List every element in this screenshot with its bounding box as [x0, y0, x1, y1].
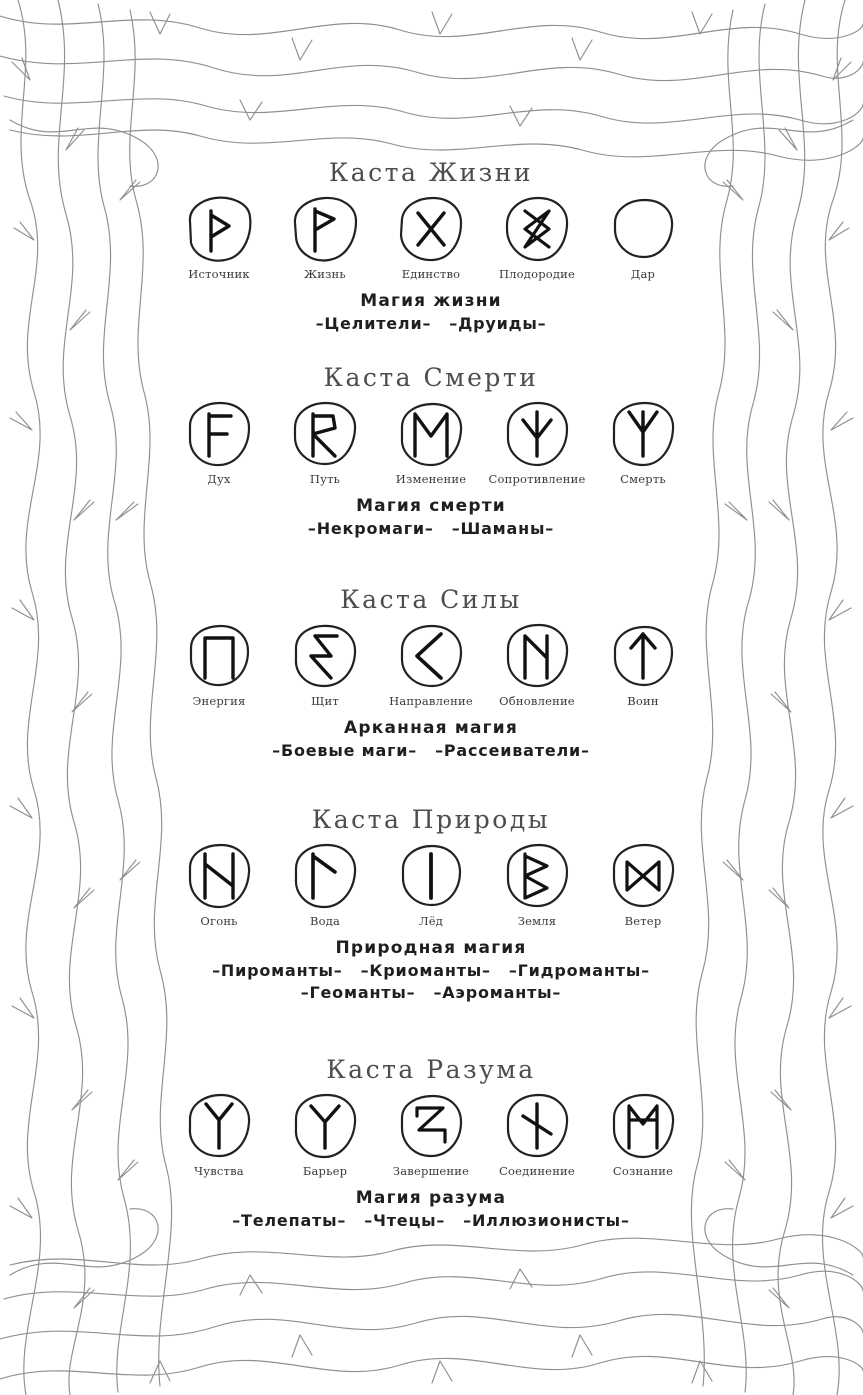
magic-name-death: Магия смерти [356, 496, 506, 516]
class-item: –Криоманты– [360, 961, 491, 980]
rune-stone-algiz-down [499, 398, 575, 470]
rune-stone-laguz [287, 840, 363, 912]
rune-label: Соединение [499, 1164, 575, 1178]
class-item: –Друиды– [449, 314, 547, 333]
classes-line-life [151, 314, 711, 333]
rune-label: Путь [309, 472, 341, 486]
rune-item[interactable] [493, 193, 581, 281]
rune-stone-jera [393, 1090, 469, 1162]
rune-item[interactable] [387, 398, 475, 486]
rune-item[interactable] [387, 1090, 475, 1178]
rune-label: Вода [309, 914, 341, 928]
rune-item[interactable] [493, 840, 581, 928]
rune-label: Щит [311, 694, 339, 708]
rune-label: Сопротивление [488, 472, 586, 486]
rune-item[interactable] [488, 398, 586, 486]
magic-name-nature: Природная магия [335, 938, 527, 958]
rune-stone-uruz [181, 620, 257, 692]
rune-label: Огонь [200, 914, 238, 928]
class-item: –Боевые маги– [272, 741, 418, 760]
rune-item[interactable] [281, 620, 369, 708]
rune-label: Направление [389, 694, 473, 708]
rune-label: Единство [401, 267, 461, 281]
rune-label: Лёд [418, 914, 444, 928]
rune-stone-dagaz [605, 840, 681, 912]
rune-item[interactable] [175, 398, 263, 486]
rune-stone-ehwaz [393, 398, 469, 470]
caste-block-nature [151, 805, 711, 1002]
rune-label: Энергия [192, 694, 246, 708]
classes-line-nature-2 [151, 983, 711, 1002]
rune-item[interactable] [599, 1090, 687, 1178]
caste-block-life [151, 158, 711, 333]
rune-item[interactable] [387, 193, 475, 281]
rune-row-mind [151, 1090, 711, 1178]
rune-stone-wunjo [287, 193, 363, 265]
class-item: –Чтецы– [364, 1211, 446, 1230]
rune-label: Земля [517, 914, 557, 928]
rune-item[interactable] [387, 840, 475, 928]
rune-label: Барьер [302, 1164, 348, 1178]
class-item: –Геоманты– [300, 983, 416, 1002]
rune-stone-perthro [499, 620, 575, 692]
magic-name-mind: Магия разума [355, 1188, 507, 1208]
rune-stone-mannaz [605, 1090, 681, 1162]
rune-item[interactable] [599, 398, 687, 486]
rune-row-death [151, 398, 711, 486]
rune-label: Обновление [499, 694, 575, 708]
caste-block-power [151, 585, 711, 760]
rune-stone-blank [605, 193, 681, 265]
rune-stone-algiz-y [181, 1090, 257, 1162]
rune-stone-algiz-y2 [287, 1090, 363, 1162]
rune-stone-isa [393, 840, 469, 912]
rune-stone-tiwaz [605, 620, 681, 692]
magic-name-power: Арканная магия [343, 718, 518, 738]
class-item: –Шаманы– [451, 519, 555, 538]
rune-label: Жизнь [304, 267, 346, 281]
rune-item[interactable] [387, 620, 475, 708]
rune-stone-thurisaz [181, 193, 257, 265]
classes-line-power [151, 741, 711, 760]
rune-row-power [151, 620, 711, 708]
classes-line-nature-1 [151, 961, 711, 980]
rune-stone-gebo [393, 193, 469, 265]
rune-item[interactable] [175, 620, 263, 708]
rune-row-life [151, 193, 711, 281]
rune-item[interactable] [599, 193, 687, 281]
rune-stone-ansuz [181, 398, 257, 470]
rune-label: Чувства [194, 1164, 244, 1178]
rune-row-nature [151, 840, 711, 928]
rune-label: Ветер [624, 914, 662, 928]
rune-label: Изменение [395, 472, 467, 486]
magic-name-life: Магия жизни [360, 291, 502, 311]
class-item: –Телепаты– [232, 1211, 347, 1230]
rune-item[interactable] [599, 620, 687, 708]
rune-stone-algiz-split [605, 398, 681, 470]
caste-title-death: Каста Смерти [323, 363, 539, 392]
rune-stone-hagalaz [181, 840, 257, 912]
class-item: –Рассеиватели– [435, 741, 590, 760]
rune-item[interactable] [175, 840, 263, 928]
classes-line-death [151, 519, 711, 538]
rune-label: Дар [630, 267, 656, 281]
class-item: –Аэроманты– [433, 983, 562, 1002]
class-item: –Гидроманты– [508, 961, 650, 980]
rune-stone-sowilo [287, 620, 363, 692]
rune-item[interactable] [281, 840, 369, 928]
rune-item[interactable] [599, 840, 687, 928]
rune-stone-raido [287, 398, 363, 470]
caste-title-power: Каста Силы [340, 585, 522, 614]
rune-label: Воин [627, 694, 659, 708]
rune-label: Сознание [612, 1164, 674, 1178]
rune-item[interactable] [281, 398, 369, 486]
caste-title-mind: Каста Разума [326, 1055, 536, 1084]
rune-item[interactable] [175, 1090, 263, 1178]
class-item: –Целители– [315, 314, 432, 333]
caste-title-nature: Каста Природы [311, 805, 551, 834]
caste-block-death [151, 363, 711, 538]
rune-label: Источник [188, 267, 250, 281]
rune-stone-ingwaz [499, 193, 575, 265]
rune-label: Смерть [620, 472, 666, 486]
rune-item[interactable] [281, 193, 369, 281]
rune-stone-nauthiz [499, 1090, 575, 1162]
caste-block-mind [151, 1055, 711, 1230]
class-item: –Пироманты– [212, 961, 343, 980]
caste-title-life: Каста Жизни [328, 158, 534, 187]
rune-label: Плодородие [498, 267, 576, 281]
class-item: –Некромаги– [307, 519, 434, 538]
rune-item[interactable] [493, 620, 581, 708]
rune-item[interactable] [175, 193, 263, 281]
rune-item[interactable] [493, 1090, 581, 1178]
classes-line-mind [151, 1211, 711, 1230]
class-item: –Иллюзионисты– [463, 1211, 630, 1230]
rune-stone-kenaz [393, 620, 469, 692]
rune-stone-berkano [499, 840, 575, 912]
rune-label: Завершение [392, 1164, 470, 1178]
rune-item[interactable] [281, 1090, 369, 1178]
rune-label: Дух [207, 472, 231, 486]
